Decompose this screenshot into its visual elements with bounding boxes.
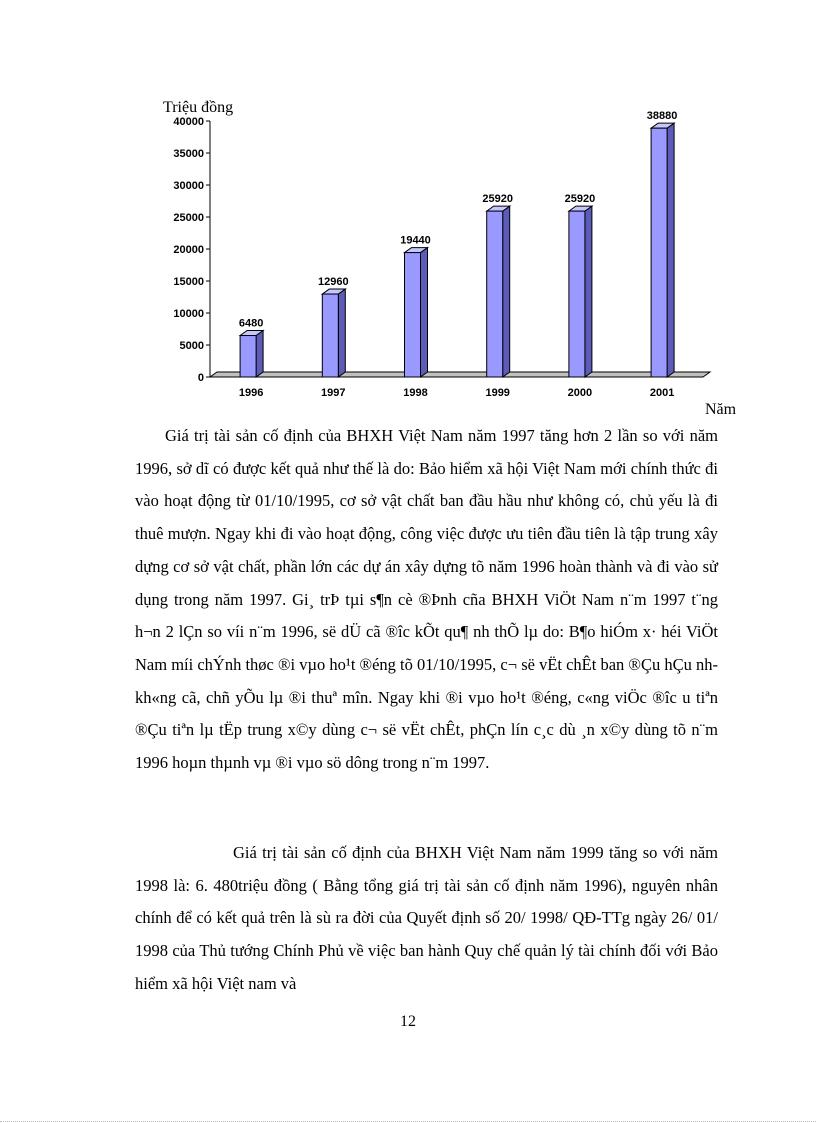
y-axis-title: Triệu đồng [163, 99, 234, 116]
data-label: 25920 [482, 193, 513, 206]
data-label: 12960 [318, 276, 349, 289]
data-label: 6480 [238, 317, 264, 330]
data-label: 19440 [400, 234, 431, 247]
bar-1996 [239, 318, 263, 399]
y-tick-label: 0 [197, 372, 204, 384]
y-tick-label: 35000 [173, 148, 204, 160]
x-tick-label: 2000 [567, 387, 593, 399]
y-tick-label: 5000 [179, 340, 204, 352]
x-tick-label: 1998 [403, 387, 428, 399]
paragraph-2-container [135, 837, 718, 1001]
page-number: 12 [400, 1013, 416, 1030]
bar-front [240, 336, 256, 377]
bars [239, 110, 678, 399]
y-tick-label: 20000 [173, 244, 204, 256]
x-tick-label: 1999 [485, 387, 510, 399]
x-axis-title: Năm [705, 401, 737, 418]
bar-side [421, 248, 428, 377]
bar-front [569, 211, 585, 377]
y-tick-label: 40000 [173, 116, 204, 128]
bar-front [405, 253, 421, 377]
bar-1997 [318, 276, 349, 399]
y-tick-label: 25000 [173, 212, 204, 224]
bar-front [322, 294, 338, 377]
bar-chart [0, 0, 816, 420]
paragraph-1: Giá trị tài sản cố định của BHXH Việt Nam năm 1997 tăng hơn 2 lần so với năm 1996, sở dĩ có được kết quả như thế là do: Bảo hiểm xã hội Việt Nam mới chính thức đi vào hoạt động từ 01/10/1995, cơ sở vật chất ban đầu hầu như không có, chủ yếu là đi thuê mượn. Ngay khi đi vào hoạt động, công việc được ưu tiên đầu tiên là tập trung xây dựng cơ sở vật chất, phần lớn các dự án xây dựng tõ năm 1996 hoàn thành và đi vào sử dụng trong năm 1997. Gi¸ trÞ tµi s¶n cè ®Þnh cña BHXH ViÖt Nam n¨m 1997 t¨ng h¬n 2 lÇn so víi n¨m 1996, së dÜ cã ®îc kÕt qu¶ nh thÕ lµ do: B¶o hiÓm x· héi ViÖt Nam míi chÝnh thøc ®i vµo ho¹t ®éng tõ 01/10/1995, c¬ së vËt chÊt ban ®Çu hÇu nh kh«ng cã, chñ yÕu lµ ®i thuª mîn. Ngay khi ®i vµo ho¹t ®éng, c«ng viÖc ®îc u tiªn ®Çu tiªn lµ tËp trung x©y dùng c¬ së vËt chÊt, phÇn lín c¸c dù ¸n x©y dùng tõ n¨m 1996 hoµn thµnh vµ ®i vµo sö dông trong n¨m 1997. [135, 426, 718, 773]
bar-2000 [565, 193, 596, 399]
bar-side [667, 123, 674, 377]
bar-side [256, 331, 263, 377]
paragraph-2: Giá trị tài sản cố định của BHXH Việt Nam năm 1999 tăng so với năm 1998 là: 6. 480triệu đồng ( Bằng tổng giá trị tài sản cố định năm 1996), nguyên nhân chính để có kết quả trên là sù ra đời của Quyết định số 20/ 1998/ QĐ-TTg ngày 26/ 01/ 1998 của Thủ tướng Chính Phủ về việc ban hành Quy chế quản lý tài chính đối với Bảo hiểm xã hội Việt nam và [135, 843, 718, 993]
bar-front [651, 128, 667, 377]
x-tick-label: 2001 [649, 387, 675, 399]
chart-floor [210, 372, 710, 377]
x-tick-label: 1996 [238, 387, 264, 399]
bar-side [338, 289, 345, 377]
y-axis [173, 116, 210, 384]
y-tick-label: 15000 [173, 276, 204, 288]
bar-side [503, 206, 510, 377]
x-tick-label: 1997 [321, 387, 346, 399]
page-bottom-divider [0, 1121, 816, 1122]
paragraph-1-container [135, 420, 718, 780]
data-label: 25920 [564, 193, 596, 206]
y-tick-label: 10000 [173, 308, 204, 320]
chart-floor-plane [210, 372, 710, 377]
data-label: 38880 [646, 110, 678, 123]
bar-1999 [482, 193, 513, 399]
bar-2001 [647, 110, 678, 399]
y-tick-label: 30000 [173, 180, 204, 192]
bar-side [585, 206, 592, 377]
bar-front [487, 211, 503, 377]
